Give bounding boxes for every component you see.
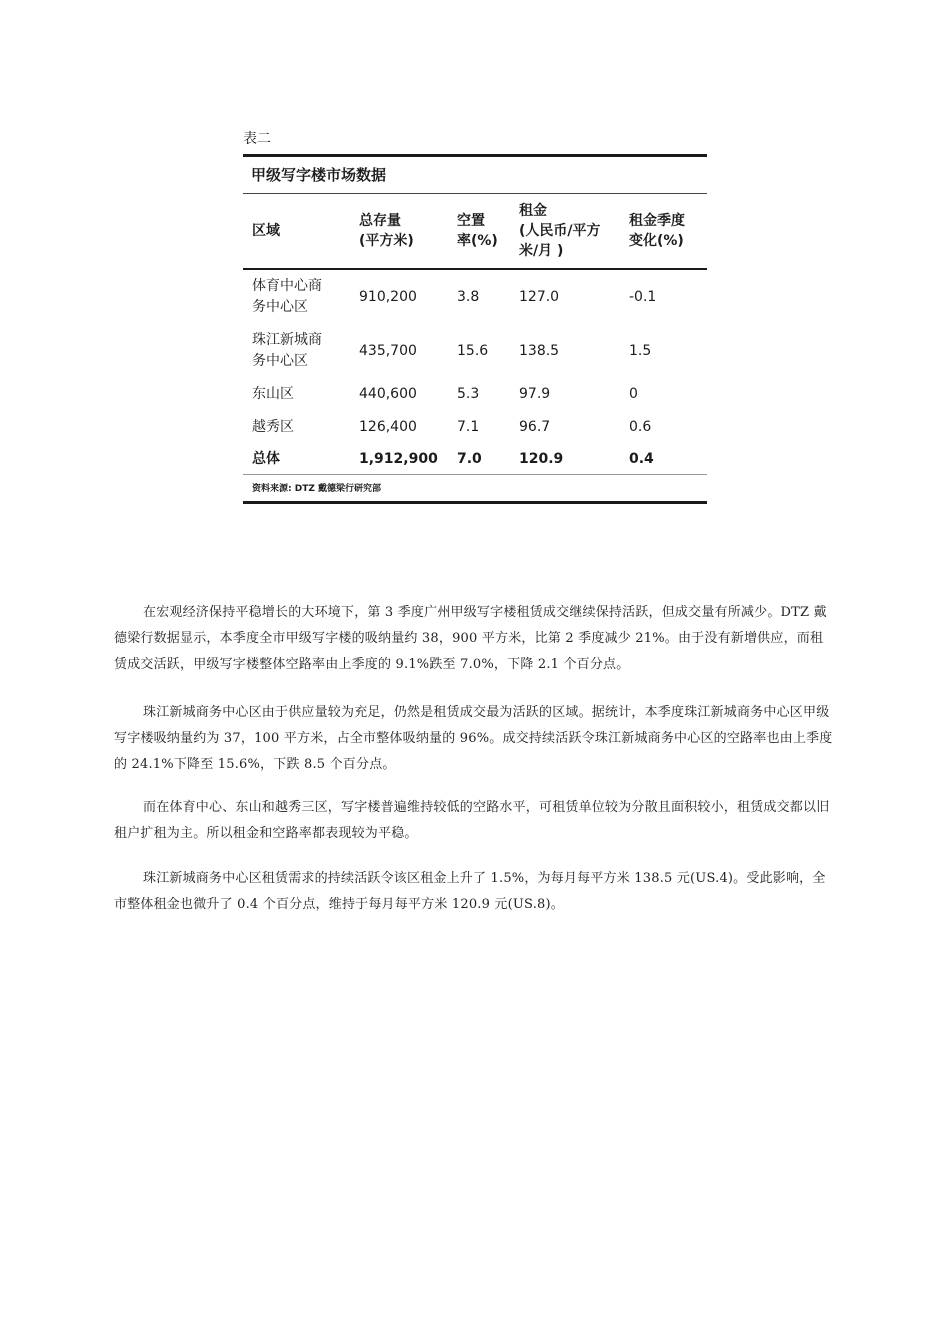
table-cell: 138.5 [519,342,560,359]
header-cell: 空置 率(%) [448,194,510,269]
table-cell: 7.1 [457,419,480,435]
body-paragraph: 在宏观经济保持平稳增长的大环境下，第 3 季度广州甲级写字楼租赁成交继续保持活跃，但成交量有所减少。DTZ 戴德梁行数据显示，本季度全市甲级写字楼的吸纳量约 38，900 平方米，比第 2 季度减少 21%。由于没有新增供应，而租赁成交活跃，甲级写字楼整体空路率由上季度的 9.1%跌至 7.0%，下降 2.1 个百分点。 [114,605,827,672]
table-cell: 0 [629,386,638,402]
table-cell: 体育中心商 务中心区 [252,278,322,315]
body-paragraph: 珠江新城商务中心区租赁需求的持续活跃令该区租金上升了 1.5%，为每月每平方米 138.5 元(US.4)。受此影响，全市整体租金也微升了 0.4 个百分点，维持于每月每平方米 120.9 元(US.8)。 [114,871,826,912]
table-cell: 440,600 [359,386,417,402]
table-header-row [243,194,707,269]
table-cell: -0.1 [629,288,657,305]
table-total-row [243,444,707,474]
table-cell: 越秀区 [252,419,294,435]
table-cell: 120.9 [519,450,564,467]
table-cell: 3.8 [457,288,480,305]
table-cell: 7.0 [457,450,482,467]
table-cell: 1,912,900 [359,450,438,467]
table-cell: 珠江新城商 务中心区 [252,332,322,369]
body-paragraph: 珠江新城商务中心区由于供应量较为充足，仍然是租赁成交最为活跃的区域。据统计，本季度珠江新城商务中心区甲级写字楼吸纳量约为 37，100 平方米，占全市整体吸纳量的 96%。成交持续活跃令珠江新城商务中心区的空路率也由上季度的 24.1%下降至 15.6%，下跌 8.5 个百分点。 [114,705,833,772]
header-cell: 租金季度 变化(%) [620,194,707,269]
table-figure [243,128,707,504]
table-cell: 5.3 [457,386,480,402]
table-bottom-rule [243,501,707,504]
header-cell: 租金 (人民币/平方 米/月 ) [510,194,620,269]
table-cell: 15.6 [457,342,489,359]
table-row [243,324,707,378]
header-cell: 总存量 (平方米) [350,194,448,269]
table-cell: 435,700 [359,342,417,359]
table-row [243,378,707,411]
table-cell: 1.5 [629,342,652,359]
header-cell: 区域 [243,194,350,269]
table-title: 甲级写字楼市场数据 [251,166,387,184]
table-cell: 0.4 [629,450,654,467]
table-cell: 126,400 [359,419,417,435]
table-cell: 127.0 [519,288,560,305]
office-market-table [243,194,707,474]
table-label: 表二 [243,131,271,147]
table-cell: 96.7 [519,419,551,435]
table-row [243,269,707,324]
table-cell: 东山区 [252,386,294,402]
table-cell: 910,200 [359,288,417,305]
table-source-note: 资料来源: DTZ 戴德梁行研究部 [243,474,707,501]
table-cell: 0.6 [629,419,652,435]
table-cell: 总体 [252,450,280,467]
table-row [243,411,707,444]
body-paragraph: 而在体育中心、东山和越秀三区，写字楼普遍维持较低的空路水平，可租赁单位较为分散且面积较小，租赁成交都以旧租户扩租为主。所以租金和空路率都表现较为平稳。 [114,800,830,841]
table-cell: 97.9 [519,386,551,402]
